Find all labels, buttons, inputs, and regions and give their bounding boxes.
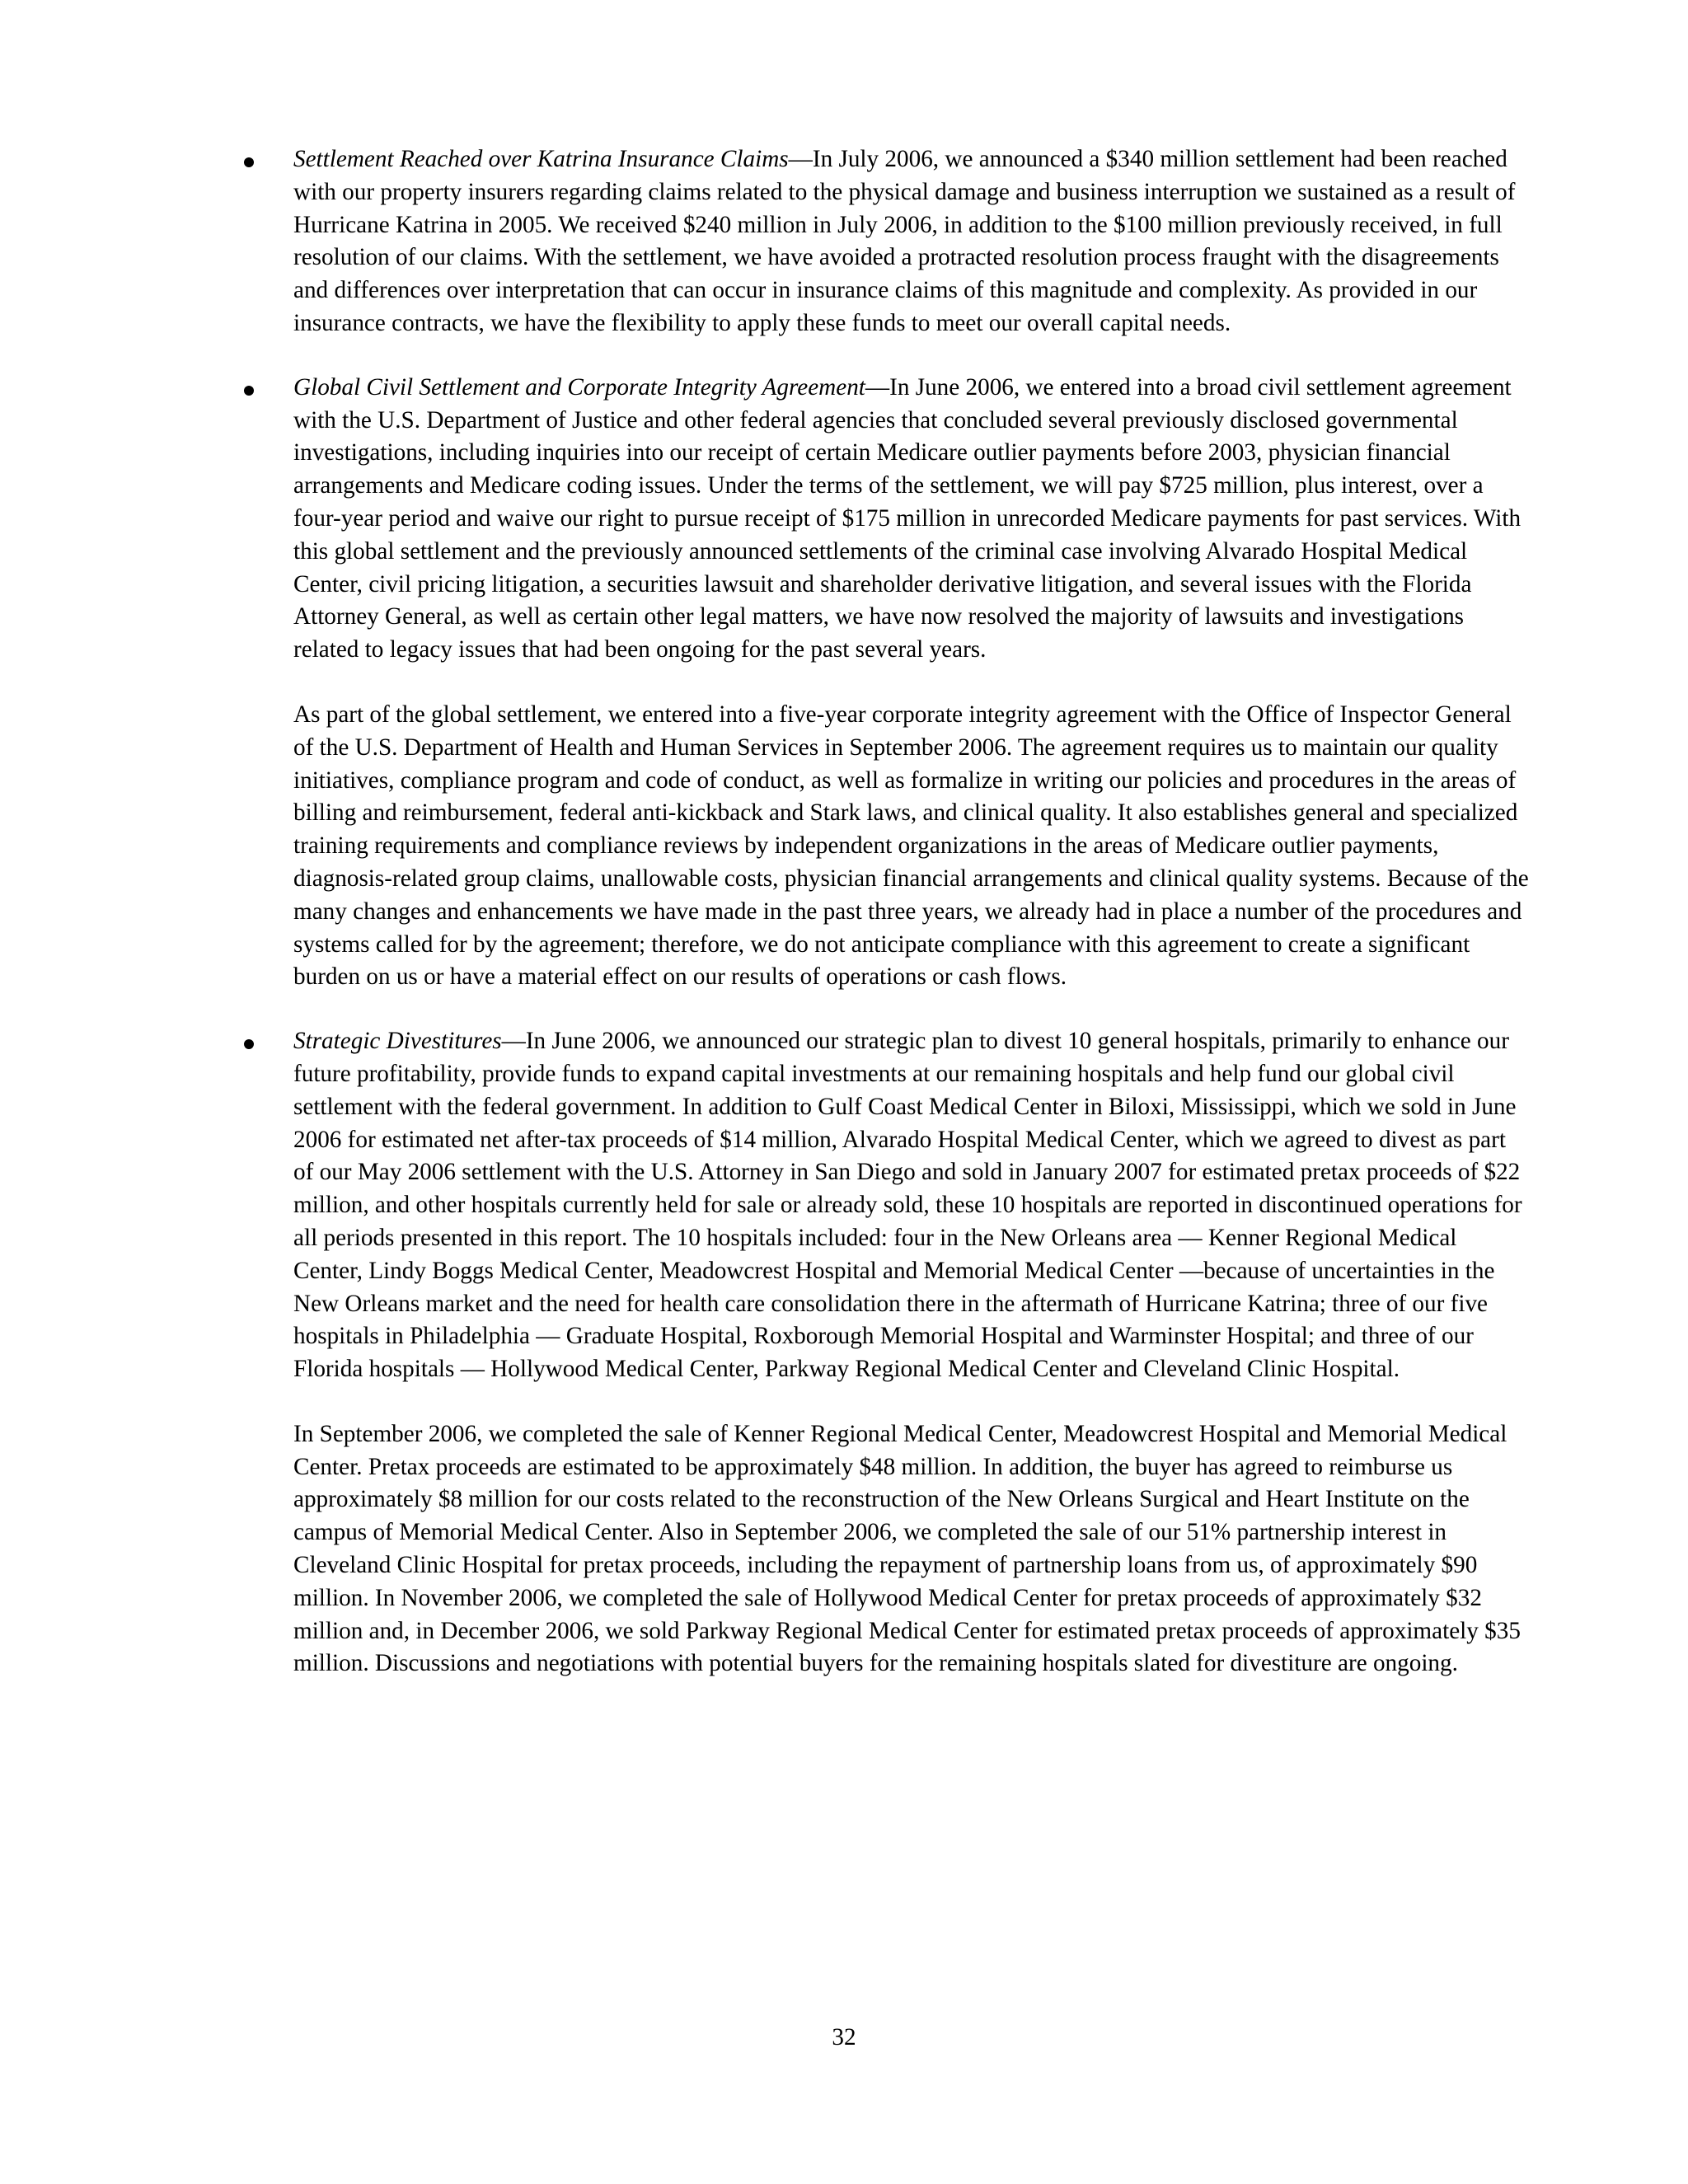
bullet-icon [244,386,254,396]
document-body [293,143,1530,1680]
em-dash: — [788,146,813,172]
paragraph-text: In June 2006, we entered into a broad civil settlement agreement with the U.S. Department of Justice and other federal agencies that concluded several previously disclosed governmental investigations, including inquiries into our receipt of certain Medicare outlier payments before 2003, physician financial arrangements and Medicare coding issues. Under the terms of the settlement, we will pay $725 million, plus interest, over a four-year period and waive our right to pursue receipt of $175 million in unrecorded Medicare payments for past services. With this global settlement and the previously announced settlements of the criminal case involving Alvarado Hospital Medical Center, civil pricing litigation, a securities lawsuit and shareholder derivative litigation, and several issues with the Florida Attorney General, as well as certain other legal matters, we have now resolved the majority of lawsuits and investigations related to legacy issues that had been ongoing for the past several years. [293,373,1522,663]
bullet-icon [244,1039,254,1049]
bullet-lead-heading: Strategic Divestitures [293,1028,502,1055]
bullet-global-civil-settlement [293,372,1530,994]
paragraph-text: In July 2006, we announced a $340 million settlement had been reached with our property insurers regarding claims related to the physical damage and business interruption we sustained as a result of Hurricane Katrina in 2005. We received $240 million in July 2006, in addition to the $100 million previously received, in full resolution of our claims. With the settlement, we have avoided a protracted resolution process fraught with the disagreements and differences over interpretation that can occur in insurance claims of this magnitude and complexity. As provided in our insurance contracts, we have the flexibility to apply these funds to meet our overall capital needs. [293,146,1516,336]
bullet-katrina-insurance [293,143,1530,340]
em-dash: — [501,1028,526,1055]
continuation-paragraph: In September 2006, we completed the sale of Kenner Regional Medical Center, Meadowcrest Hospital and Memorial Medical Center. Pretax proceeds are estimated to be approximately $48 million. In addition, the buyer has agreed to reimburse us approximately $8 million for our costs related to the reconstruction of the New Orleans Surgical and Heart Institute on the campus of Memorial Medical Center. Also in September 2006, we completed the sale of our 51% partnership interest in Cleveland Clinic Hospital for pretax proceeds, including the repayment of partnership loans from us, of approximately $90 million. In November 2006, we completed the sale of Hollywood Medical Center for pretax proceeds of approximately $32 million and, in December 2006, we sold Parkway Regional Medical Center for estimated pretax proceeds of approximately $35 million. Discussions and negotiations with potential buyers for the remaining hospitals slated for divestiture are ongoing. [293,1420,1521,1677]
bullet-paragraph [293,143,1530,340]
continuation-paragraph: As part of the global settlement, we entered into a five-year corporate integrity agreement with the Office of Inspector General of the U.S. Department of Health and Human Services in September 2006. The agreement requires us to maintain our quality initiatives, compliance program and code of conduct, as well as formalize in writing our policies and procedures in the areas of billing and reimbursement, federal anti-kickback and Stark laws, and clinical quality. It also establishes general and specialized training requirements and compliance reviews by independent organizations in the areas of Medicare outlier payments, diagnosis-related group claims, unallowable costs, physician financial arrangements and clinical quality systems. Because of the many changes and enhancements we have made in the past three years, we already had in place a number of the procedures and systems called for by the agreement; therefore, we do not anticipate compliance with this agreement to create a significant burden on us or have a material effect on our results of operations or cash flows. [293,701,1529,991]
page-number: 32 [832,2024,856,2050]
bullet-strategic-divestitures [293,1025,1530,1680]
paragraph-text: In June 2006, we announced our strategic plan to divest 10 general hospitals, primarily to enhance our future profitability, provide funds to expand capital investments at our remaining hospitals and help fund our global civil settlement with the federal government. In addition to Gulf Coast Medical Center in Biloxi, Mississippi, which we sold in June 2006 for estimated net after-tax proceeds of $14 million, Alvarado Hospital Medical Center, which we agreed to divest as part of our May 2006 settlement with the U.S. Attorney in San Diego and sold in January 2007 for estimated pretax proceeds of $22 million, and other hospitals currently held for sale or already sold, these 10 hospitals are reported in discontinued operations for all periods presented in this report. The 10 hospitals included: four in the New Orleans area — Kenner Regional Medical Center, Lindy Boggs Medical Center, Meadowcrest Hospital and Memorial Medical Center —because of uncertainties in the New Orleans market and the need for health care consolidation there in the aftermath of Hurricane Katrina; three of our five hospitals in Philadelphia — Graduate Hospital, Roxborough Memorial Hospital and Warminster Hospital; and three of our Florida hospitals — Hollywood Medical Center, Parkway Regional Medical Center and Cleveland Clinic Hospital. [293,1028,1522,1383]
bullet-paragraph [293,372,1530,667]
bullet-icon [244,157,254,167]
bullet-lead-heading: Settlement Reached over Katrina Insurance Claims [293,146,789,172]
bullet-lead-heading: Global Civil Settlement and Corporate Integrity Agreement [293,373,865,401]
bullet-paragraph [293,1025,1530,1386]
em-dash: — [865,373,890,401]
